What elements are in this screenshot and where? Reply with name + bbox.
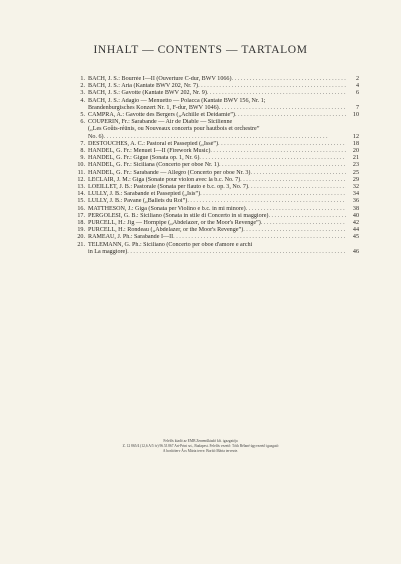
toc-entry bbox=[72, 227, 359, 234]
table-of-contents bbox=[72, 76, 359, 256]
entry-number: 11. bbox=[77, 169, 85, 176]
entry-title: MATTHESON, J.: Giga (Sonata per Violino e b.c. in mi minore) bbox=[88, 205, 246, 212]
toc-entry bbox=[72, 112, 359, 119]
entry-number: 7. bbox=[80, 140, 85, 147]
page-number: 25 bbox=[352, 169, 359, 176]
entry-title: RAMEAU, J. Ph.: Sarabande I—II bbox=[88, 234, 174, 241]
toc-entry bbox=[72, 220, 359, 227]
imprint-line: A borítóterv Ács Mária terve. Borító Mária tervezte. bbox=[162, 449, 239, 453]
dot-leader bbox=[268, 213, 346, 220]
page-number: 10 bbox=[352, 112, 359, 119]
entry-title: BACH, J. S.: Bourrée I—II (Ouverture C-dur, BWV 1066) bbox=[88, 76, 232, 82]
entry-title: LULLY, J. B.: Sarabande et Passepied („Isis”) bbox=[88, 191, 201, 198]
toc-entry bbox=[72, 184, 359, 191]
dot-leader bbox=[199, 155, 346, 162]
entry-number: 19. bbox=[77, 227, 85, 234]
page-number: 18 bbox=[352, 140, 359, 147]
entry-title: BACH, J. S.: Aria (Kantate BWV 202, Nr. 7) bbox=[88, 83, 199, 90]
dot-leader bbox=[104, 134, 346, 141]
entry-title: in La maggiore) bbox=[88, 248, 128, 255]
dot-leader bbox=[127, 249, 346, 256]
dot-leader bbox=[250, 170, 346, 177]
entry-title: TELEMANN, G. Ph.: Siciliano (Concerto per oboe d'amore e archi bbox=[88, 241, 253, 248]
page-title: INHALT — CONTENTS — TARTALOM bbox=[93, 44, 308, 56]
toc-entry bbox=[72, 119, 359, 141]
toc-entry bbox=[72, 177, 359, 184]
toc-entry bbox=[72, 234, 359, 241]
page-number: 36 bbox=[352, 198, 359, 205]
toc-entry bbox=[72, 206, 359, 213]
entry-title: CAMPRA, A.: Gavotte des Bergers („Achille et Deidamie”) bbox=[88, 112, 235, 119]
page-number: 12 bbox=[352, 133, 359, 140]
dot-leader bbox=[246, 206, 346, 213]
entry-title: No. 6) bbox=[88, 133, 104, 140]
page-number: 20 bbox=[352, 148, 359, 155]
page-number: 6 bbox=[355, 90, 359, 97]
entry-number: 18. bbox=[77, 220, 85, 227]
page-number: 45 bbox=[352, 234, 359, 241]
dot-leader bbox=[261, 220, 346, 227]
entry-title: PURCELL, H.: Jig — Hornpipe („Abdelazer, or the Moor's Revenge”) bbox=[88, 220, 261, 227]
page-number: 2 bbox=[355, 76, 359, 82]
entry-number: 5. bbox=[80, 112, 85, 119]
page-number: 21 bbox=[352, 155, 359, 162]
toc-entry bbox=[72, 198, 359, 205]
toc-entry bbox=[72, 213, 359, 220]
entry-number: 1. bbox=[80, 76, 85, 82]
page-number: 29 bbox=[352, 176, 359, 183]
dot-leader bbox=[187, 198, 346, 205]
entry-title: BACH, J. S.: Adagio — Menuetto — Polacca (Kantate BWV 156, Nr. 1; bbox=[88, 97, 266, 104]
dot-leader bbox=[232, 76, 346, 83]
entry-number: 4. bbox=[80, 97, 85, 104]
entry-number: 12. bbox=[77, 176, 85, 183]
entry-number: 8. bbox=[80, 148, 85, 155]
entry-number: 14. bbox=[77, 191, 85, 198]
entry-title: HÄNDEL, G. Fr.: Sarabande — Allegro (Concerto per oboe Nr. 3) bbox=[88, 169, 251, 176]
toc-entry bbox=[72, 141, 359, 148]
toc-entry bbox=[72, 155, 359, 162]
imprint-line: Felelős kiadó az EMB Zeneműkiadó kft. igazgatója bbox=[163, 439, 238, 443]
imprint-line: Z. 12 865/4 (12,6 A/5 ív) 96.5J.867 Art-Print srt., Budapest. Felelős vezető: Tóth Bélané ügyvezető igazgató bbox=[122, 444, 279, 448]
page-number: 46 bbox=[352, 248, 359, 255]
page-number: 7 bbox=[355, 104, 359, 111]
entry-number: 21. bbox=[77, 241, 85, 248]
page-number: 4 bbox=[355, 83, 359, 90]
entry-title: LULLY, J. B.: Pavane („Ballets du Roi”) bbox=[88, 198, 188, 205]
entry-title: LOEILLET, J. B.: Pastorale (Sonata per flauto e b.c. op. 3, No. 7) bbox=[88, 184, 248, 191]
page-number: 40 bbox=[352, 212, 359, 219]
entry-number: 13. bbox=[77, 184, 85, 191]
entry-title: DESTOUCHES, A. C.: Pastoral et Passepied („Issé”) bbox=[88, 140, 219, 147]
entry-title: COUPERIN, Fr.: Sarabande — Air de Diable — Sicilienne bbox=[88, 119, 233, 126]
toc-entry bbox=[72, 83, 359, 90]
dot-leader bbox=[219, 105, 346, 112]
dot-leader bbox=[218, 141, 346, 148]
dot-leader bbox=[200, 191, 346, 198]
entry-number: 17. bbox=[77, 212, 85, 219]
entry-title: PERGOLESI, G. B.: Siciliano (Sonata in stile di Concerto in si maggiore) bbox=[88, 212, 269, 219]
entry-title: HÄNDEL, G. Fr.: Menuet I—II (Firework Music) bbox=[88, 148, 211, 155]
page-number: 42 bbox=[352, 220, 359, 227]
dot-leader bbox=[248, 184, 346, 191]
dot-leader bbox=[219, 162, 346, 169]
page-number: 23 bbox=[352, 162, 359, 169]
entry-number: 20. bbox=[77, 234, 85, 241]
dot-leader bbox=[173, 234, 346, 241]
entry-number: 9. bbox=[80, 155, 85, 162]
page-number: 32 bbox=[352, 184, 359, 191]
page-number: 34 bbox=[352, 191, 359, 198]
page-number: 44 bbox=[352, 227, 359, 234]
toc-entry bbox=[72, 148, 359, 155]
toc-entry bbox=[72, 162, 359, 169]
entry-number: 3. bbox=[80, 90, 85, 97]
entry-title: PURCELL, H.: Rondeau („Abdelazer, or the Moor's Revenge”) bbox=[88, 227, 244, 234]
imprint bbox=[0, 439, 401, 454]
dot-leader bbox=[243, 227, 346, 234]
toc-entry bbox=[72, 90, 359, 97]
entry-title: („Les Goûts-réünis, ou Nouveaux concerts pour hautbois et orchestre” bbox=[88, 126, 260, 133]
toc-entry bbox=[72, 170, 359, 177]
toc-entry bbox=[72, 191, 359, 198]
toc-entry bbox=[72, 98, 359, 112]
dot-leader bbox=[198, 83, 346, 90]
dot-leader bbox=[207, 90, 346, 97]
toc-entry bbox=[72, 242, 359, 256]
entry-number: 10. bbox=[77, 162, 85, 169]
entry-title: BACH, J. S.: Gavotte (Kantate BWV 202, Nr. 9) bbox=[88, 90, 207, 97]
entry-number: 16. bbox=[77, 205, 85, 212]
entry-number: 15. bbox=[77, 198, 85, 205]
dot-leader bbox=[210, 148, 346, 155]
page-number: 38 bbox=[352, 205, 359, 212]
entry-title: LECLAIR, J. M.: Giga (Sonate pour violon avec la b.c. No. 7) bbox=[88, 176, 241, 183]
entry-title: HÄNDEL, G. Fr.: Siciliana (Concerto per oboe Nr. 1) bbox=[88, 162, 219, 169]
entry-number: 6. bbox=[80, 119, 85, 126]
entry-title: HÄNDEL, G. Fr.: Gigue (Sonata op. 1, Nr. 6) bbox=[88, 155, 200, 162]
toc-entry bbox=[72, 76, 359, 83]
dot-leader bbox=[240, 177, 346, 184]
entry-number: 2. bbox=[80, 83, 85, 90]
entry-title: Brandenburgisches Konzert Nr. 1, F-dur, BWV 1046) bbox=[88, 104, 219, 111]
dot-leader bbox=[235, 112, 346, 119]
